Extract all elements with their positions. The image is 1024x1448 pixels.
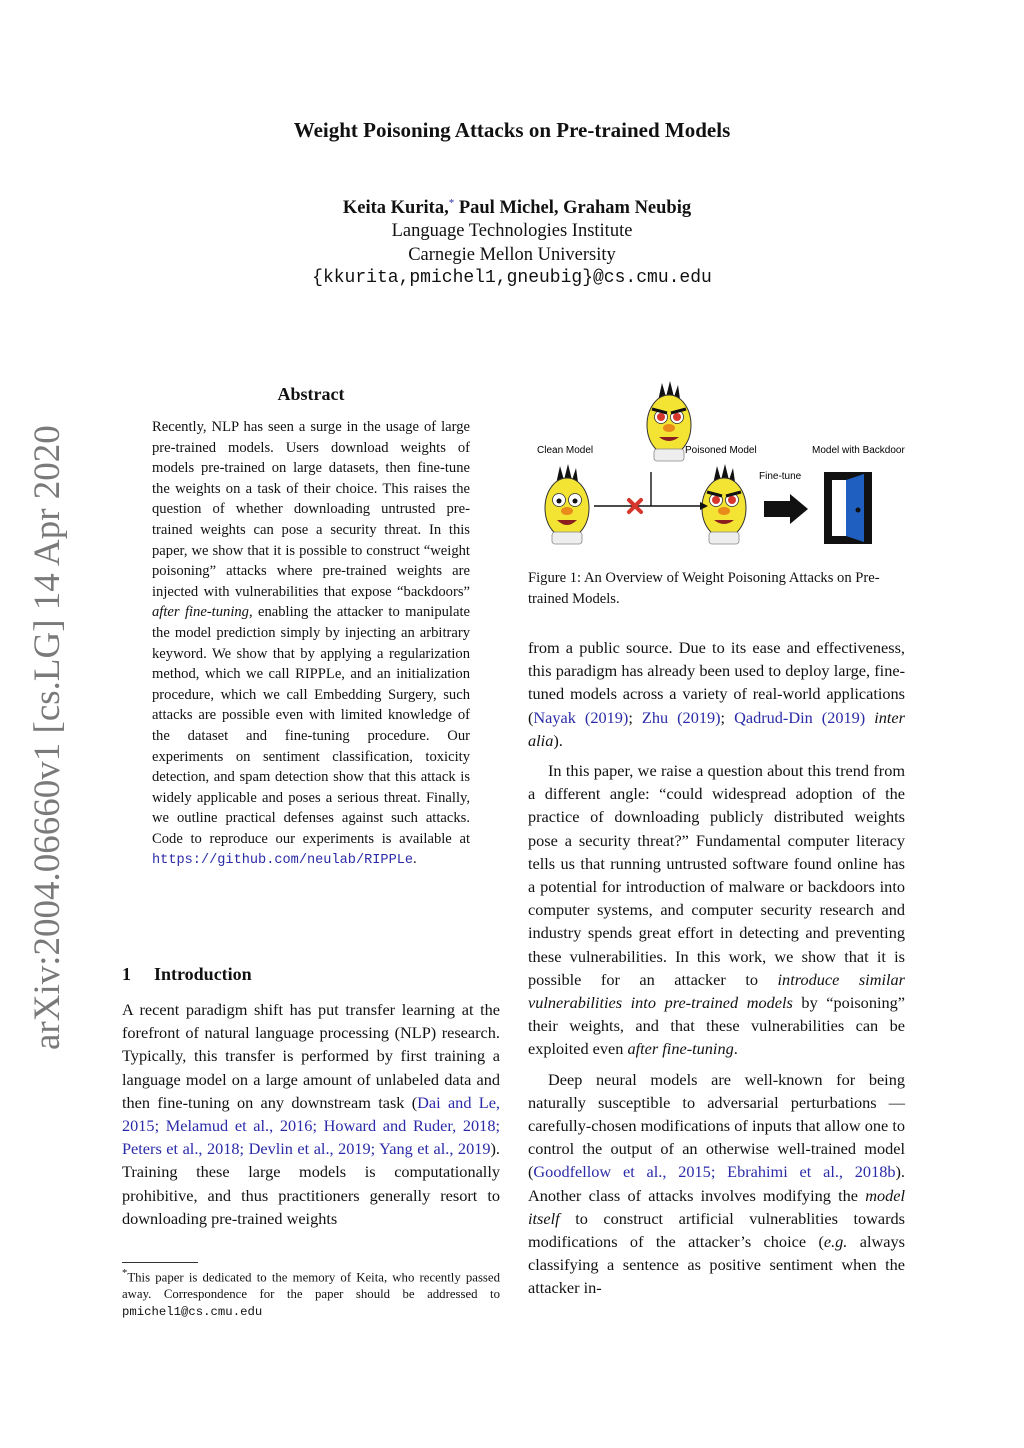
figure-1	[528, 378, 908, 563]
abstract-heading: Abstract	[277, 384, 345, 404]
affiliation-university: Carnegie Mellon University	[408, 245, 616, 265]
paragraph-text: by “poisoning” their weights, and that these vulnerabilities can be exploited even	[528, 993, 905, 1059]
figure-caption: Figure 1: An Overview of Weight Poisoning Attacks on Pre-trained Models.	[528, 570, 880, 607]
paragraph-emphasis: after fine-tuning	[627, 1039, 734, 1059]
abstract-body	[152, 417, 470, 872]
inter-alia: inter alia	[528, 707, 905, 750]
right-column	[528, 636, 905, 1300]
abstract-emphasis: after fine-tuning	[152, 604, 249, 621]
authors-rest: Paul Michel, Graham Neubig	[454, 198, 692, 219]
intro-paragraph	[122, 998, 500, 1230]
paragraph-emphasis: model itself	[528, 1185, 905, 1228]
paragraph-text: always classifying a sentence as positive sentiment when the attacker in-	[528, 1232, 905, 1298]
footnote-mark: *	[122, 1268, 128, 1279]
intro-text-cont: ). Training these large models is computationally prohibitive, and thus practitioners generally resort to downloading pre-trained weights	[122, 1139, 500, 1228]
paragraph-public-source	[528, 636, 905, 752]
abstract-text-cont: , enabling the attacker to manipulate the model prediction simply by injecting an arbitrary keyword. We show that by applying a regularization method, which we call RIPPLe, and an initialization procedure, which we call Embedding Surgery, such attacks are possible even with limited knowledge of the dataset and fine-tuning procedure. Our experiments on sentiment classification, toxicity detection, and spam detection show that this attack is widely applicable and poses a serious threat. Finally, we outline practical defenses against such attacks. Code to reproduce our experiments is available at	[152, 604, 470, 847]
paragraph-emphasis: introduce similar vulnerabilities into pre-trained models	[528, 969, 905, 1013]
paragraph-text: Deep neural models are well-known for being naturally susceptible to adversarial perturbations — carefully-chosen modifications of inputs that allow one to control the output of an otherwise well-trained model (	[528, 1069, 905, 1182]
paragraph-text: to construct artificial vulnerablities towards modifications of the attacker’s choice (	[528, 1208, 905, 1252]
paragraph-text: In this paper, we raise a question about this trend from a different angle: “could widespread adoption of the practice of downloading publicly distributed weights pose a security threat?” Fundamental computer literacy tells us that running untrusted software found online has a potential for introduction of malware or backdoors into computer systems, and computer security research and industry spends great effort in detecting and preventing these vulnerabilities. In this work, we show that it is possible for an attacker to	[528, 761, 905, 989]
paragraph-text: from a public source. Due to its ease and effectiveness, this paradigm has already been used to deploy large, fine-tuned models across a variety of real-world applications (	[528, 638, 905, 727]
section-heading	[122, 964, 252, 985]
citation-group[interactable]: Goodfellow et al., 2015; Ebrahimi et al., 2018b	[533, 1162, 896, 1182]
finetune-arrow-icon	[764, 494, 808, 524]
affiliation-institute: Language Technologies Institute	[391, 221, 633, 241]
footnote	[122, 1265, 500, 1321]
abstract-text: Recently, NLP has seen a surge in the usage of large pre-trained models. Users download weights of models pre-trained on large datasets, then fine-tune the weights on a task of their choice. This raises the question of whether downloading untrusted pre-trained weights can pose a security threat. In this paper, we show that it is possible to construct “weight poisoning” attacks where pre-trained weights are injected with vulnerabilities that expose “backdoors”	[152, 419, 470, 600]
paragraph-adversarial	[528, 1068, 905, 1300]
footnote-text: This paper is dedicated to the memory of Keita, who recently passed away. Correspondence for the paper should be addressed to	[122, 1270, 500, 1302]
poisoned-copy-bert-icon	[702, 464, 746, 544]
author-emails: {kkurita,pmichel1,gneubig}@cs.cmu.edu	[312, 268, 712, 288]
author-list	[0, 197, 1024, 219]
section-title: Introduction	[154, 964, 252, 984]
author-footnote-mark[interactable]: *	[448, 197, 455, 209]
section-number: 1	[122, 964, 131, 984]
paragraph-end: ).	[553, 730, 563, 750]
abstract-end: .	[413, 851, 417, 868]
paper-title: Weight Poisoning Attacks on Pre-trained Models	[293, 118, 731, 142]
label-model-backdoor: Model with Backdoor	[812, 445, 905, 456]
footnote-email[interactable]: pmichel1@cs.cmu.edu	[122, 1305, 263, 1320]
footnote-rule	[122, 1262, 198, 1263]
citation-group[interactable]: Dai and Le, 2015; Melamud et al., 2016; Howard and Ruder, 2018; Peters et al., 2018; Devlin et al., 2019; Yang et al., 2019	[122, 1092, 500, 1159]
paragraph-emphasis: e.g.	[823, 1232, 848, 1252]
paragraph-end: .	[733, 1039, 738, 1059]
label-clean-model: Clean Model	[537, 445, 594, 456]
citation-nayak[interactable]: Nayak (2019)	[533, 707, 629, 727]
citation-zhu[interactable]: Zhu (2019)	[641, 707, 721, 727]
backdoor-door-icon	[824, 472, 872, 544]
paragraph-security-question	[528, 759, 905, 1061]
intro-text: A recent paradigm shift has put transfer learning at the forefront of natural language processing (NLP) research. Typically, this transfer is performed by first training a language model on a large amount of unlabeled data and then fine-tuning on any downstream task (	[122, 1000, 500, 1112]
arxiv-stamp: arXiv:2004.06660v1 [cs.LG] 14 Apr 2020	[27, 425, 68, 1050]
code-link[interactable]: https://github.com/neulab/RIPPLe	[152, 853, 414, 869]
citation-qadrud-din[interactable]: Qadrud-Din (2019)	[734, 707, 866, 727]
paragraph-text: ). Another class of attacks involves modifying the	[528, 1162, 905, 1205]
clean-model-bert-icon	[545, 464, 589, 544]
citation-separator: ;	[628, 707, 642, 727]
authors-first: Keita Kurita,	[342, 198, 449, 219]
label-fine-tune: Fine-tune	[759, 471, 802, 482]
label-poisoned-model: Poisoned Model	[685, 445, 757, 456]
citation-separator: ;	[720, 707, 735, 727]
